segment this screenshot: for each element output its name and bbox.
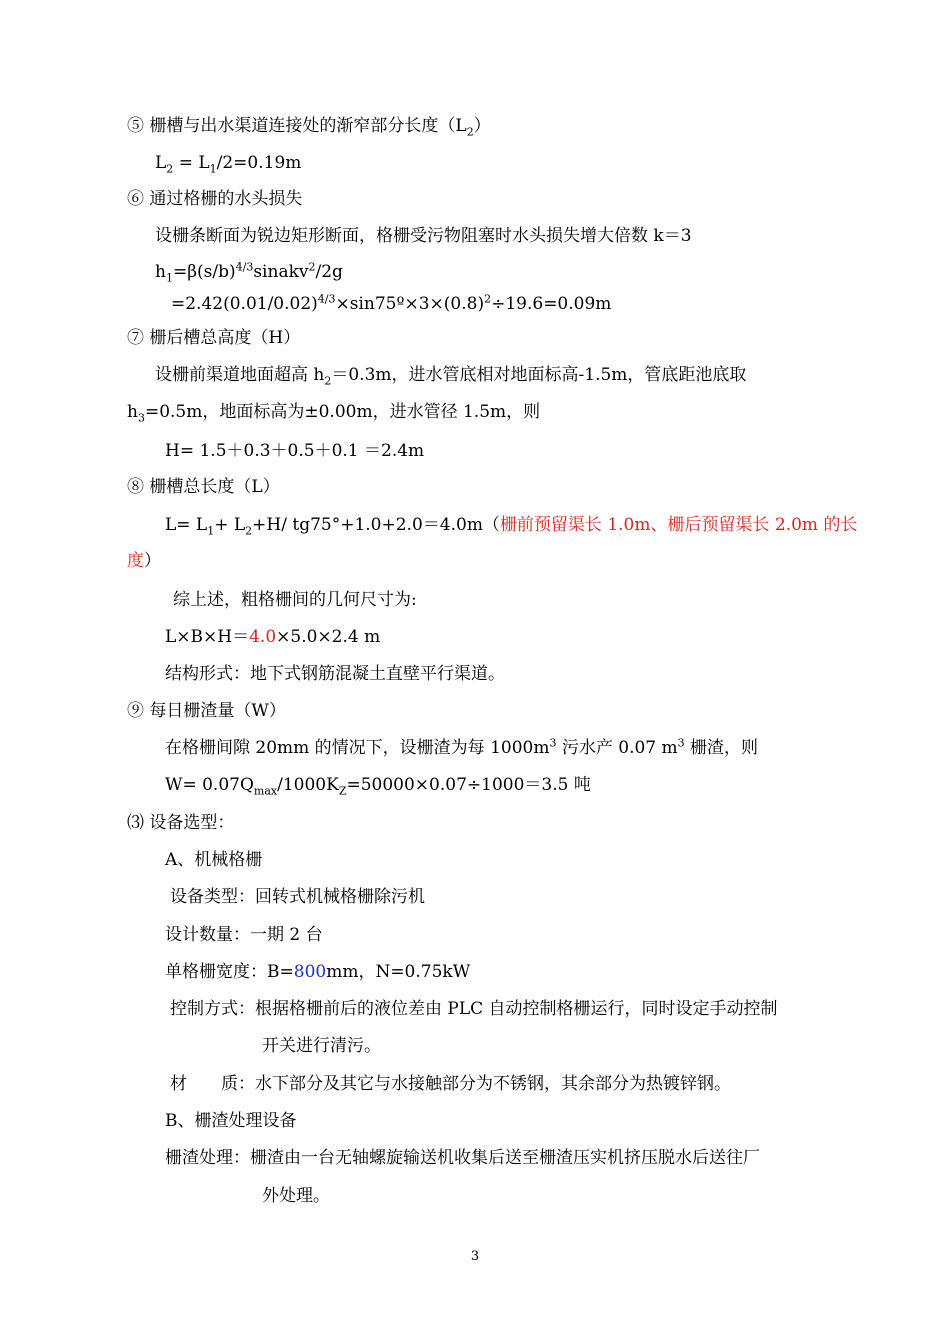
equipment-material: 材 质：水下部分及其它与水接触部分为不锈钢，其余部分为热镀锌钢。 — [170, 1074, 731, 1094]
width-value: 800 — [293, 962, 327, 982]
section-8-summary: 综上述，粗格栅间的几何尺寸为: — [173, 590, 417, 610]
section-7-equation: H= 1.5＋0.3＋0.5＋0.1 ＝2.4m — [165, 441, 425, 461]
section-8-structure: 结构形式：地下式钢筋混凝土直壁平行渠道。 — [165, 664, 505, 684]
equipment-quantity: 设计数量：一期 2 台 — [165, 925, 323, 945]
length-value: 4.0 — [249, 627, 277, 647]
equipment-heading: ⑶ 设备选型： — [127, 813, 235, 833]
equipment-type: 设备类型：回转式机械格栅除污机 — [170, 887, 425, 907]
equipment-width: 单格栅宽度：B=800mm，N=0.75kW — [165, 962, 471, 982]
page-number: 3 — [470, 1249, 480, 1264]
section-8-equation: $L= L_1+ L_2+H/$ tg75°+1.0+2.0＝4.0m（栅前预留渠长 1.0m、栅后预留渠长 2.0m 的长 — [165, 515, 858, 538]
equipment-control-1: 控制方式：根据格栅前后的液位差由 PLC 自动控制格栅运行，同时设定手动控制 — [170, 999, 778, 1019]
reserved-length-note: 栅前预留渠长 1.0m、栅后预留渠长 2.0m 的长 — [499, 515, 858, 535]
section-9-equation: $W= 0.07Q_{max}/1000K_Z=50000\times 0.07\div 1000=3.5$ 吨 — [165, 775, 591, 798]
section-8-dimensions: L×B×H＝4.0×5.0×2.4 m — [165, 627, 381, 647]
section-9-paragraph: 在格栅间隙 20mm 的情况下，设栅渣为每 $1000m^3$ 污水产 0.07 $m^3$ 栅渣，则 — [165, 736, 759, 758]
section-8-heading: ⑧ 栅槽总长度（L） — [127, 477, 280, 497]
section-8-equation-cont: 度） — [127, 551, 161, 571]
equipment-processing-2: 外处理。 — [262, 1186, 330, 1206]
section-5-heading: ⑤ 栅槽与出水渠道连接处的渐窄部分长度$(L_2)$ — [127, 116, 491, 139]
section-6-calculation: $=2.42(0.01/0.02)^{4/3}\times\sin 75º\times 3\times(0.8)^2\div 19.6=0.09m$ — [171, 292, 612, 314]
section-7-paragraph-2: $h_3=0.5m$，地面标高为±0.00m，进水管径 1.5m，则 — [127, 402, 541, 425]
section-5-equation: $L_2 = L_1/2=0.19m$ — [155, 153, 302, 176]
equipment-processing-1: 栅渣处理：栅渣由一台无轴螺旋输送机收集后送至栅渣压实机挤压脱水后送往厂 — [165, 1148, 760, 1168]
section-7-heading: ⑦ 栅后槽总高度（H） — [127, 328, 301, 348]
section-7-paragraph-1: 设栅前渠道地面超高 $h_2=0.3m$，进水管底相对地面标高-1.5m，管底距池底取 — [155, 365, 747, 388]
section-6-heading: ⑥ 通过格栅的水头损失 — [127, 189, 303, 209]
section-9-heading: ⑨ 每日栅渣量（W） — [127, 701, 286, 721]
section-6-text: 设栅条断面为锐边矩形断面，格栅受污物阻塞时水头损失增大倍数 k＝3 — [155, 226, 692, 246]
section-6-formula: $h_1=\beta(s/b)^{4/3}sinakv^2/2g$ — [155, 260, 343, 285]
equipment-b-title: B、栅渣处理设备 — [165, 1111, 297, 1131]
equipment-a-title: A、机械格栅 — [165, 850, 263, 870]
equipment-control-2: 开关进行清污。 — [262, 1036, 381, 1056]
